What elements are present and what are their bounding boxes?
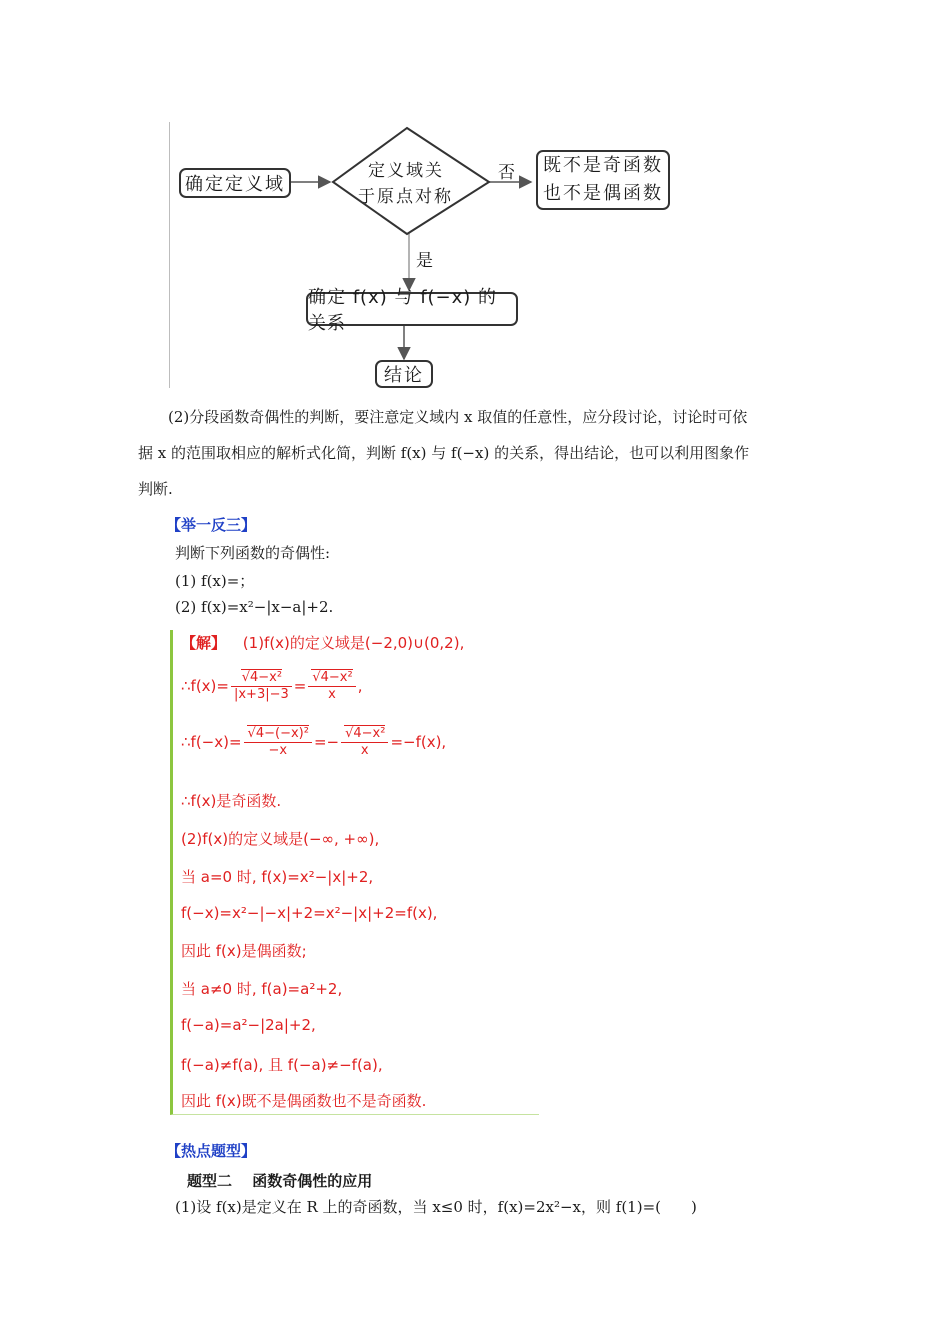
solution-line10: f(−a)=a²−|2a|+2, — [181, 1016, 316, 1034]
conclusion-box — [375, 360, 433, 388]
practice-tag: 【举一反三】 — [166, 516, 257, 534]
fraction-1-numerator: √4−x² — [241, 670, 283, 685]
neither-line2: 也不是偶函数 — [543, 183, 663, 204]
solution-line2-eq: = — [293, 677, 307, 695]
step-determine-domain — [179, 168, 291, 198]
fraction-1-denominator: |x+3|−3 — [233, 687, 289, 702]
solution-line12: 因此 f(x)既不是偶函数也不是奇函数. — [181, 1092, 427, 1110]
solution-line3-mid: =− — [313, 733, 340, 751]
neither-line1: 既不是奇函数 — [543, 155, 663, 176]
conclusion-label: 结论 — [384, 365, 424, 386]
determine-relation-box — [306, 287, 518, 334]
hot-topic-title: 题型二 函数奇偶性的应用 — [187, 1172, 373, 1190]
solution-box — [170, 630, 539, 1115]
step-determine-domain-label: 确定定义域 — [185, 174, 285, 195]
fraction-2-numerator: √4−x² — [312, 670, 353, 685]
para2-line3: 判断. — [138, 480, 173, 498]
fraction-3 — [244, 726, 312, 759]
flowchart — [165, 122, 685, 390]
fraction-4-denominator: x — [360, 743, 369, 758]
practice-item2: (2) f(x)=x²−|x−a|+2. — [175, 598, 334, 616]
solution-head-tag: 【解】 — [181, 634, 227, 652]
solution-line9: 当 a≠0 时, f(a)=a²+2, — [181, 980, 343, 998]
fraction-4-numerator: √4−x² — [345, 726, 386, 741]
solution-line1-text: (1)f(x)的定义域是(−2,0)∪(0,2), — [242, 634, 465, 652]
solution-line1 — [181, 632, 464, 653]
practice-item1: (1) f(x)=； — [175, 572, 255, 590]
solution-line11: f(−a)≠f(a), 且 f(−a)≠−f(a), — [181, 1056, 383, 1074]
hot-topic-question1: (1)设 f(x)是定义在 R 上的奇函数，当 x≤0 时，f(x)=2x²−x，则 f(1)=( ) — [175, 1198, 697, 1216]
solution-line3 — [181, 726, 446, 759]
yes-label: 是 — [416, 251, 433, 271]
solution-line6: 当 a=0 时, f(x)=x²−|x|+2, — [181, 868, 374, 886]
solution-line3-prefix: ∴f(−x)= — [181, 733, 242, 751]
practice-prompt: 判断下列函数的奇偶性: — [175, 544, 331, 562]
solution-line3-suffix: =−f(x), — [390, 733, 447, 751]
decision-label-line1: 定义域关 — [368, 161, 444, 181]
no-label: 否 — [498, 163, 515, 183]
fraction-2-denominator: x — [328, 687, 336, 702]
solution-line5: (2)f(x)的定义域是(−∞, +∞), — [181, 830, 380, 848]
solution-line7: f(−x)=x²−|−x|+2=x²−|x|+2=f(x), — [181, 904, 438, 922]
fraction-3-denominator: −x — [268, 743, 288, 758]
solution-line8: 因此 f(x)是偶函数; — [181, 942, 307, 960]
hot-topic-tag: 【热点题型】 — [166, 1142, 257, 1160]
fraction-3-numerator: √4−(−x)² — [247, 726, 309, 741]
neither-odd-nor-even-box — [536, 150, 670, 210]
determine-relation-label: 确定 f(x) 与 f(−x) 的关系 — [308, 287, 498, 334]
para2-line1: (2)分段函数奇偶性的判断，要注意定义域内 x 取值的任意性，应分段讨论，讨论时可依 — [168, 408, 748, 426]
solution-line2-suffix: , — [357, 677, 363, 695]
solution-line2 — [181, 670, 362, 703]
fraction-4 — [341, 726, 388, 759]
solution-line4: ∴f(x)是奇函数. — [181, 792, 282, 810]
solution-line2-prefix: ∴f(x)= — [181, 677, 229, 695]
fraction-1 — [231, 670, 292, 703]
fraction-2 — [308, 670, 355, 703]
para2-line2: 据 x 的范围取相应的解析式化简，判断 f(x) 与 f(−x) 的关系，得出结论，也可以利用图象作 — [138, 444, 750, 462]
decision-label-line2: 于原点对称 — [358, 187, 453, 207]
decision-diamond — [333, 128, 489, 234]
